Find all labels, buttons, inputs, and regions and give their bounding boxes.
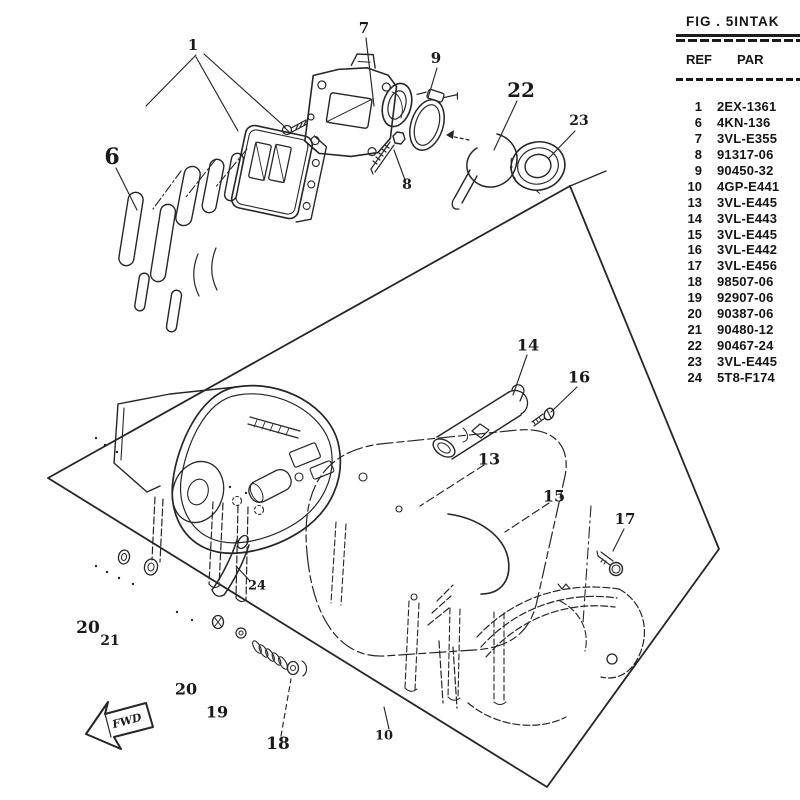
part-number-cell: 4GP-E441 — [717, 178, 780, 194]
reed-valve-gaskets-drawing — [118, 152, 245, 332]
table-row — [676, 338, 800, 354]
callout-24: 24 — [247, 578, 267, 594]
table-row — [676, 290, 800, 306]
part-number-cell: 3VL-E355 — [717, 130, 778, 146]
ref-cell: 9 — [694, 162, 702, 178]
air-duct-drawing — [430, 385, 556, 461]
ref-cell: 22 — [687, 338, 702, 354]
table-rule-mid — [676, 78, 800, 81]
parts-table — [676, 8, 800, 398]
ref-cell: 14 — [687, 210, 702, 226]
callout-21: 21 — [100, 633, 120, 649]
table-rule-top-broken — [676, 39, 800, 42]
fastener-set-drawing — [95, 437, 307, 676]
callout-1: 1 — [187, 36, 199, 54]
table-row — [676, 258, 800, 274]
ref-cell: 10 — [687, 178, 702, 194]
part-number-cell: 3VL-E445 — [717, 226, 778, 242]
part-number-cell: 4KN-136 — [717, 114, 771, 130]
duct-screw-drawing — [532, 407, 556, 426]
part-number-cell: 2EX-1361 — [717, 99, 777, 114]
ref-cell: 18 — [687, 274, 702, 290]
ref-cell: 13 — [687, 194, 702, 210]
ref-cell: 15 — [687, 226, 702, 242]
table-rule-top — [676, 34, 800, 37]
ref-cell: 24 — [687, 369, 702, 385]
table-row — [676, 147, 800, 163]
ref-cell: 16 — [687, 242, 702, 258]
part-number-cell: 90450-32 — [717, 162, 774, 178]
callout-19: 19 — [205, 702, 229, 722]
wire-clip-drawing — [446, 130, 517, 209]
ref-cell: 1 — [694, 99, 702, 114]
table-row — [676, 354, 800, 370]
ref-column-header: REF — [686, 52, 712, 67]
callout-20b: 20 — [76, 618, 100, 638]
callout-18: 18 — [266, 734, 290, 754]
table-row — [676, 322, 800, 338]
part-number-cell: 3VL-E456 — [717, 258, 778, 274]
table-row — [676, 163, 800, 179]
part-number-cell: 3VL-E445 — [717, 194, 778, 210]
part-number-cell: 91317-06 — [717, 146, 774, 162]
table-row — [676, 211, 800, 227]
part-number-cell: 90387-06 — [717, 306, 774, 322]
ref-cell: 23 — [687, 354, 702, 369]
ref-cell: 21 — [687, 322, 702, 338]
callout-16: 16 — [567, 367, 591, 387]
seal-strip-drawing — [448, 514, 509, 594]
callout-10: 10 — [374, 728, 394, 744]
ref-cell: 17 — [687, 258, 702, 274]
table-row — [676, 227, 800, 243]
part-number-cell: 90480-12 — [717, 322, 774, 338]
table-row — [676, 115, 800, 131]
ref-cell: 7 — [694, 130, 702, 146]
table-row — [676, 370, 800, 386]
callout-7: 7 — [358, 19, 370, 37]
callout-6: 6 — [104, 144, 120, 170]
intake-manifold-drawing — [301, 46, 416, 164]
table-row — [676, 242, 800, 258]
reed-screw-drawing — [283, 114, 315, 135]
table-row — [676, 179, 800, 195]
part-number-cell: 90467-24 — [717, 338, 774, 354]
part-number-cell: 3VL-E443 — [717, 210, 778, 226]
callout-9: 9 — [430, 49, 442, 67]
cover-outline-drawing — [48, 171, 719, 787]
callout-8: 8 — [402, 177, 412, 193]
callout-13: 13 — [477, 449, 501, 469]
ref-cell: 6 — [694, 114, 702, 130]
callout-22: 22 — [507, 78, 535, 102]
case-panel-drawing — [306, 430, 566, 705]
table-row — [676, 306, 800, 322]
fwd-arrow-label: FWD — [110, 710, 144, 732]
table-row — [676, 274, 800, 290]
callout-14: 14 — [516, 335, 540, 355]
callout-15: 15 — [542, 486, 566, 506]
part-number-cell: 3VL-E442 — [717, 242, 778, 258]
table-row — [676, 99, 800, 115]
part-number-cell: 98507-06 — [717, 274, 774, 290]
callout-20: 20 — [174, 679, 198, 699]
part-number-cell: 3VL-E445 — [717, 354, 778, 369]
callout-23: 23 — [569, 113, 589, 129]
part-number-cell: 5T8-F174 — [717, 369, 775, 385]
ref-cell: 19 — [687, 290, 702, 306]
table-row — [676, 195, 800, 211]
parts-table-rows — [676, 99, 800, 386]
ref-cell: 20 — [687, 306, 702, 322]
figure-title: FIG . 5INTAK — [686, 14, 780, 29]
ref-cell: 8 — [694, 146, 702, 162]
part-column-header: PAR — [737, 52, 764, 67]
part-number-cell: 92907-06 — [717, 290, 774, 306]
callout-17: 17 — [614, 510, 636, 528]
table-row — [676, 131, 800, 147]
